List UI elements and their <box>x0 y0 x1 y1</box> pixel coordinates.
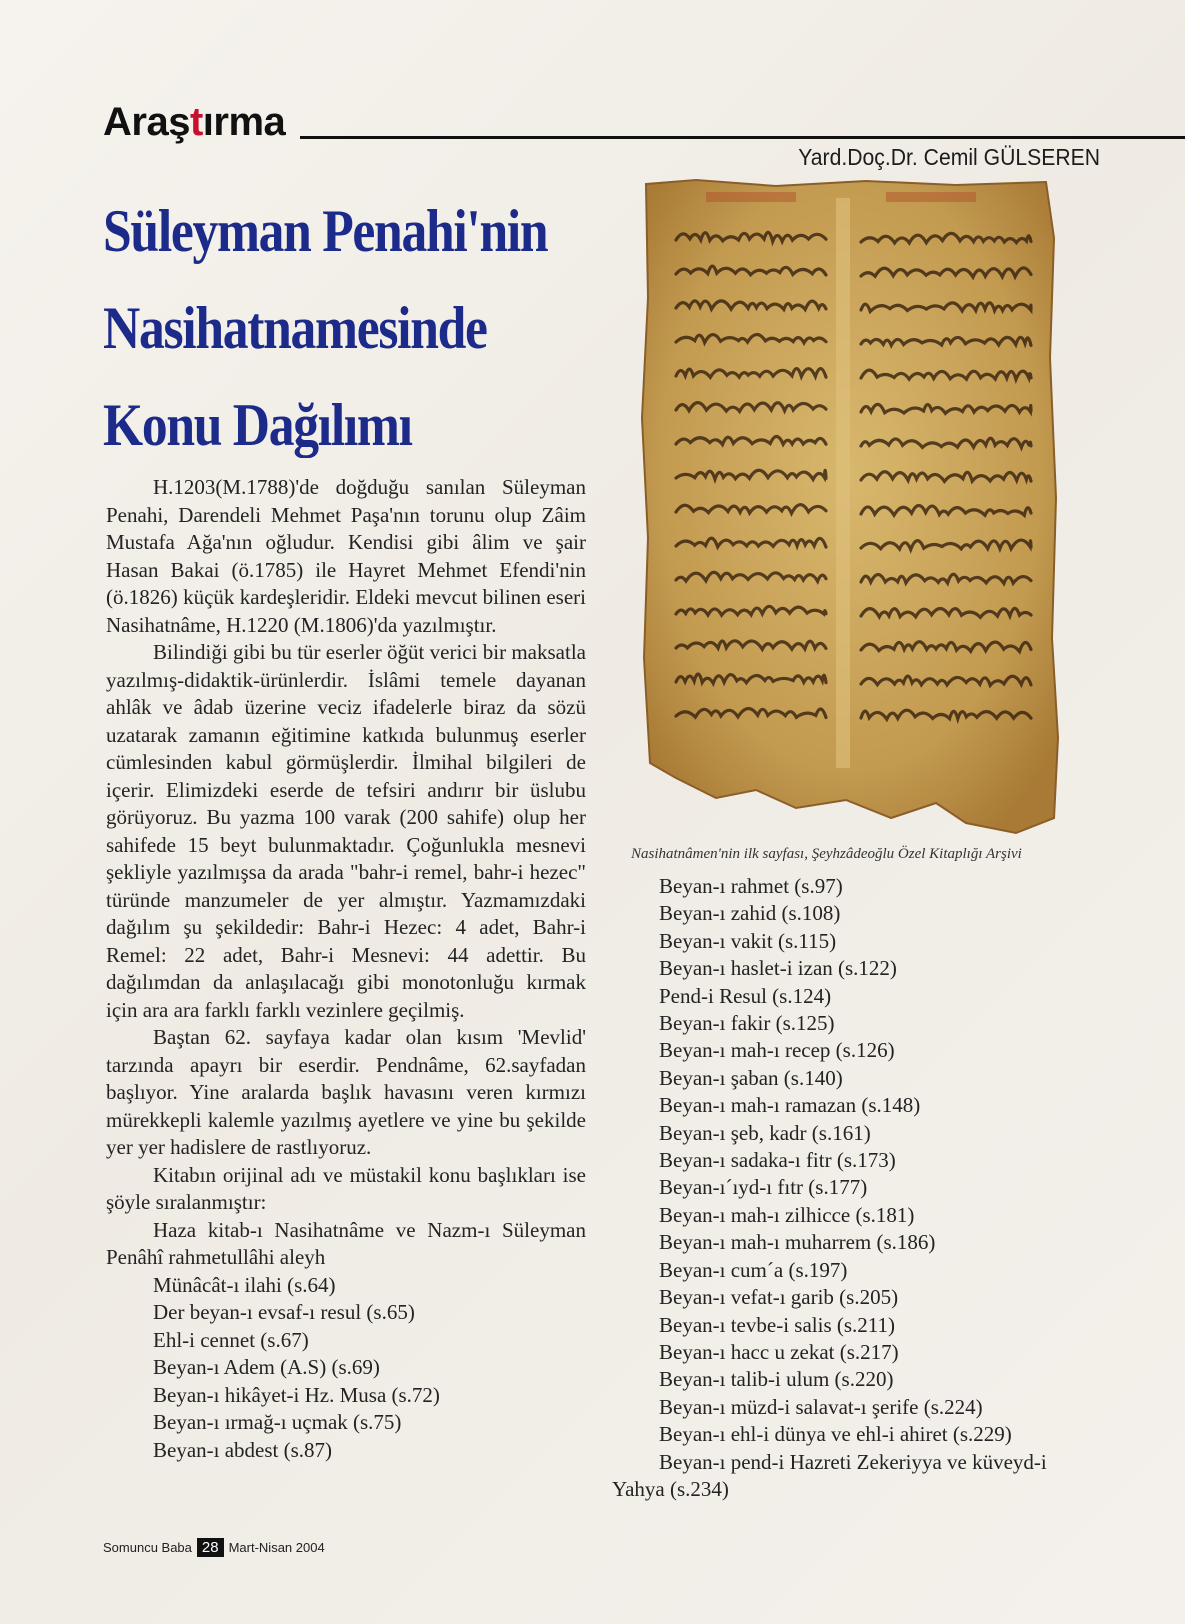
list-item: Beyan-ı hikâyet-i Hz. Musa (s.72) <box>153 1382 440 1407</box>
author-name: Yard.Doç.Dr. Cemil GÜLSEREN <box>798 144 1100 170</box>
list-item: Beyan-ı mah-ı ramazan (s.148) <box>659 1093 921 1118</box>
paragraph: Haza kitab-ı Nasihatnâme ve Nazm-ı Süleyman Penâhî rahmetullâhi aleyh <box>106 1217 586 1269</box>
list-item: Beyan-ı şaban (s.140) <box>659 1065 843 1090</box>
list-item: Beyan-ı rahmet (s.97) <box>659 874 843 898</box>
list-item: Beyan-ı mah-ı zilhicce (s.181) <box>659 1202 915 1227</box>
list-item: Beyan-ı Adem (A.S) (s.69) <box>153 1355 380 1379</box>
paragraph: Bilindiği gibi bu tür eserler öğüt verici bir maksatla yazılmış-didaktik-ürünlerdir. İslâmi temele dayanan ahlâk ve âdab üzerine veciz ifadelerle biraz da sözü uzatarak zamanın eğitimine katkıda bulunmuş eserler cümlesinden kabul görmüşlerdir. İlmihal bilgileri de içerir. Elimizdeki eserde de tefsiri andırır bir üslubu görüyoruz. Bu yazma 100 varak (200 sahife) olup her sahifede 15 beyt bulunmaktadır. Çoğunlukla mesnevi şekliyle yazılmışsa da arada "bahr-i remel, bahr-i hezec" türünde manzumeler de yer almıştır. Yazmamızdaki dağılım şu şekildedir: Bahr-i Hezec: 4 adet, Bahr-i Remel: 22 adet, Bahr-i Mesnevi: 44 adettir. Bu dağılımdan da anlaşılacağı gibi monotonluğu kırmak için ara ara farklı farklı vezinlere geçilmiş. <box>106 640 586 1022</box>
paragraph: Kitabın orijinal adı ve müstakil konu başlıkları ise şöyle sıralanmıştır: <box>106 1162 586 1214</box>
page-footer <box>103 1535 325 1559</box>
list-item-last: Beyan-ı pend-i Hazreti Zekeriyya ve küveyd-i Yahya (s.234) <box>612 1449 1047 1501</box>
list-item: Münâcât-ı ilahi (s.64) <box>153 1272 336 1297</box>
list-item: Beyan-ı ehl-i dünya ve ehl-i ahiret (s.229) <box>659 1422 1012 1447</box>
right-column <box>612 873 1102 1503</box>
list-item: Beyan-ı zahid (s.108) <box>659 901 841 926</box>
section-label-accent: t <box>189 100 203 144</box>
list-item: Beyan-ı vefat-ı garib (s.205) <box>659 1285 899 1310</box>
list-item: Beyan-ı fakir (s.125) <box>659 1011 835 1036</box>
list-item: Beyan-ı cum´a (s.197) <box>659 1257 848 1282</box>
article-title <box>103 183 550 474</box>
list-item: Beyan-ı´ıyd-ı fıtr (s.177) <box>659 1175 868 1200</box>
list-item: Ehl-i cennet (s.67) <box>153 1327 309 1352</box>
issue-date: Mart-Nisan 2004 <box>228 1539 325 1555</box>
paragraph: H.1203(M.1788)'de doğduğu sanılan Süleyman Penahi, Darendeli Mehmet Paşa'nın torunu olup Zâim Mustafa Ağa'nın oğludur. Kendisi gibi âlim ve şair Hasan Bakai (ö.1785) ile Hayret Mehmet Efendi'nin (ö.1826) küçük kardeşleridir. Eldeki mevcut bilinen eseri Nasihatnâme, H.1220 (M.1806)'da yazılmıştır. <box>106 475 586 637</box>
title-line: Süleyman Penahi'nin <box>103 198 548 264</box>
page-edge <box>1185 0 1200 1624</box>
title-line: Konu Dağılımı <box>103 392 412 458</box>
list-item: Beyan-ı mah-ı recep (s.126) <box>659 1038 895 1063</box>
list-item: Beyan-ı vakit (s.115) <box>659 928 837 953</box>
list-item: Der beyan-ı evsaf-ı resul (s.65) <box>153 1300 415 1324</box>
title-line: Nasihatnamesinde <box>103 295 487 361</box>
section-label: Araştırma <box>103 100 286 144</box>
paragraph: Baştan 62. sayfaya kadar olan kısım 'Mevlid' tarzında apayrı bir eserdir. Pendnâme, 62.sayfadan başlıyor. Yine aralarda başlık havasını veren kırmızı mürekkepli kalemle yazılmış ayetlere ve yine bu şekilde yer yer hadislere de rastlıyoruz. <box>106 1025 586 1159</box>
list-item: Pend-i Resul (s.124) <box>659 983 832 1008</box>
list-item: Beyan-ı hacc u zekat (s.217) <box>659 1339 899 1364</box>
list-item: Beyan-ı şeb, kadr (s.161) <box>659 1120 871 1145</box>
body-column <box>106 474 586 1464</box>
list-item: Beyan-ı tevbe-i salis (s.211) <box>659 1312 895 1337</box>
page-number: 28 <box>197 1538 224 1557</box>
list-item: Beyan-ı ırmağ-ı uçmak (s.75) <box>153 1410 402 1434</box>
list-item: Beyan-ı abdest (s.87) <box>153 1437 333 1462</box>
list-item: Beyan-ı haslet-i izan (s.122) <box>659 956 897 981</box>
manuscript-image <box>636 178 1062 838</box>
list-item: Beyan-ı sadaka-ı fitr (s.173) <box>659 1148 896 1173</box>
magazine-name: Somuncu Baba <box>103 1539 192 1555</box>
list-item: Beyan-ı müzd-i salavat-ı şerife (s.224) <box>659 1394 983 1419</box>
list-item: Beyan-ı talib-i ulum (s.220) <box>659 1367 894 1392</box>
section-rule <box>300 136 1185 139</box>
image-caption: Nasihatnâmen'nin ilk sayfası, Şeyhzâdeoğlu Özel Kitaplığı Arşivi <box>631 846 1022 862</box>
list-item: Beyan-ı mah-ı muharrem (s.186) <box>659 1230 936 1255</box>
